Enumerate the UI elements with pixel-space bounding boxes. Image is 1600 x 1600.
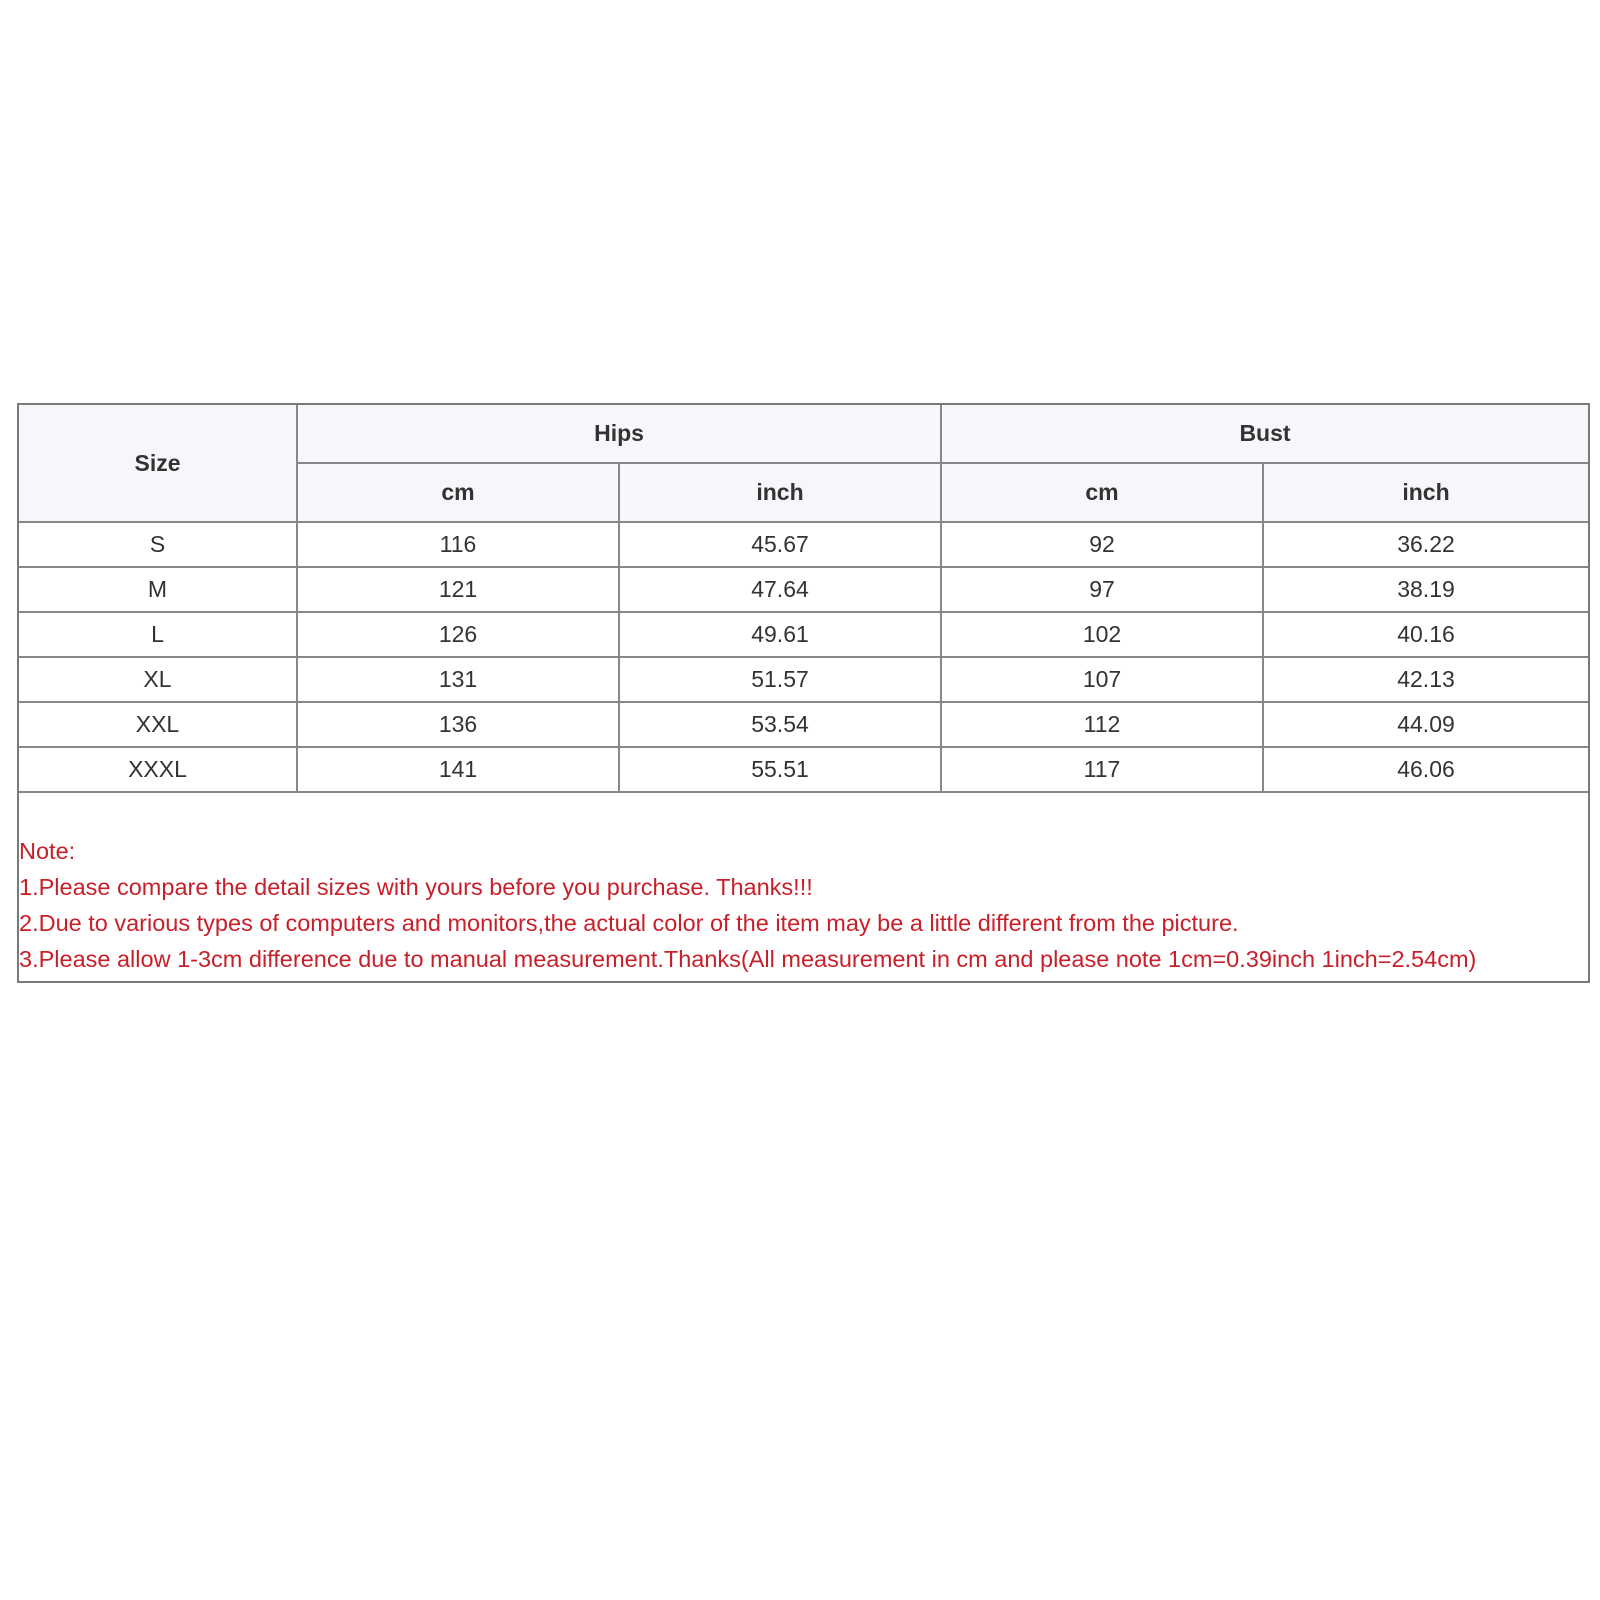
- bust-inch-header: inch: [1263, 463, 1588, 522]
- hips-inch-cell: 55.51: [619, 747, 941, 792]
- table-header: [19, 405, 1588, 522]
- size-cell: L: [19, 612, 297, 657]
- bust-cm-cell: 107: [941, 657, 1263, 702]
- hips-cm-cell: 121: [297, 567, 619, 612]
- table-row: [19, 657, 1588, 702]
- hips-cm-cell: 116: [297, 522, 619, 567]
- hips-cm-cell: 136: [297, 702, 619, 747]
- size-table: [19, 405, 1588, 793]
- hips-inch-cell: 51.57: [619, 657, 941, 702]
- bust-cm-cell: 112: [941, 702, 1263, 747]
- hips-cm-cell: 131: [297, 657, 619, 702]
- table-row: [19, 522, 1588, 567]
- hips-inch-cell: 53.54: [619, 702, 941, 747]
- table-row: [19, 702, 1588, 747]
- size-chart: [17, 403, 1590, 983]
- bust-inch-cell: 44.09: [1263, 702, 1588, 747]
- note-title: Note:: [19, 838, 76, 864]
- size-cell: XXXL: [19, 747, 297, 792]
- table-body: [19, 522, 1588, 792]
- hips-group-header: Hips: [297, 405, 941, 463]
- hips-inch-cell: 45.67: [619, 522, 941, 567]
- table-row: [19, 567, 1588, 612]
- size-column-header: Size: [19, 405, 297, 522]
- hips-inch-cell: 47.64: [619, 567, 941, 612]
- bust-group-header: Bust: [941, 405, 1588, 463]
- bust-cm-header: cm: [941, 463, 1263, 522]
- table-row: [19, 747, 1588, 792]
- notes-section: [19, 793, 1588, 977]
- note-line-2: 2.Due to various types of computers and monitors,the actual color of the item may be a little different from the picture.: [19, 910, 1239, 936]
- note-line-1: 1.Please compare the detail sizes with yours before you purchase. Thanks!!!: [19, 874, 813, 900]
- bust-cm-cell: 92: [941, 522, 1263, 567]
- bust-inch-cell: 46.06: [1263, 747, 1588, 792]
- hips-inch-header: inch: [619, 463, 941, 522]
- bust-cm-cell: 97: [941, 567, 1263, 612]
- table-row: [19, 612, 1588, 657]
- note-line-3: 3.Please allow 1-3cm difference due to manual measurement.Thanks(All measurement in cm and please note 1cm=0.39inch 1inch=2.54cm): [19, 946, 1477, 972]
- size-cell: XL: [19, 657, 297, 702]
- bust-cm-cell: 117: [941, 747, 1263, 792]
- bust-inch-cell: 40.16: [1263, 612, 1588, 657]
- hips-inch-cell: 49.61: [619, 612, 941, 657]
- size-cell: M: [19, 567, 297, 612]
- size-cell: S: [19, 522, 297, 567]
- bust-cm-cell: 102: [941, 612, 1263, 657]
- bust-inch-cell: 36.22: [1263, 522, 1588, 567]
- size-cell: XXL: [19, 702, 297, 747]
- hips-cm-cell: 141: [297, 747, 619, 792]
- bust-inch-cell: 38.19: [1263, 567, 1588, 612]
- hips-cm-cell: 126: [297, 612, 619, 657]
- hips-cm-header: cm: [297, 463, 619, 522]
- bust-inch-cell: 42.13: [1263, 657, 1588, 702]
